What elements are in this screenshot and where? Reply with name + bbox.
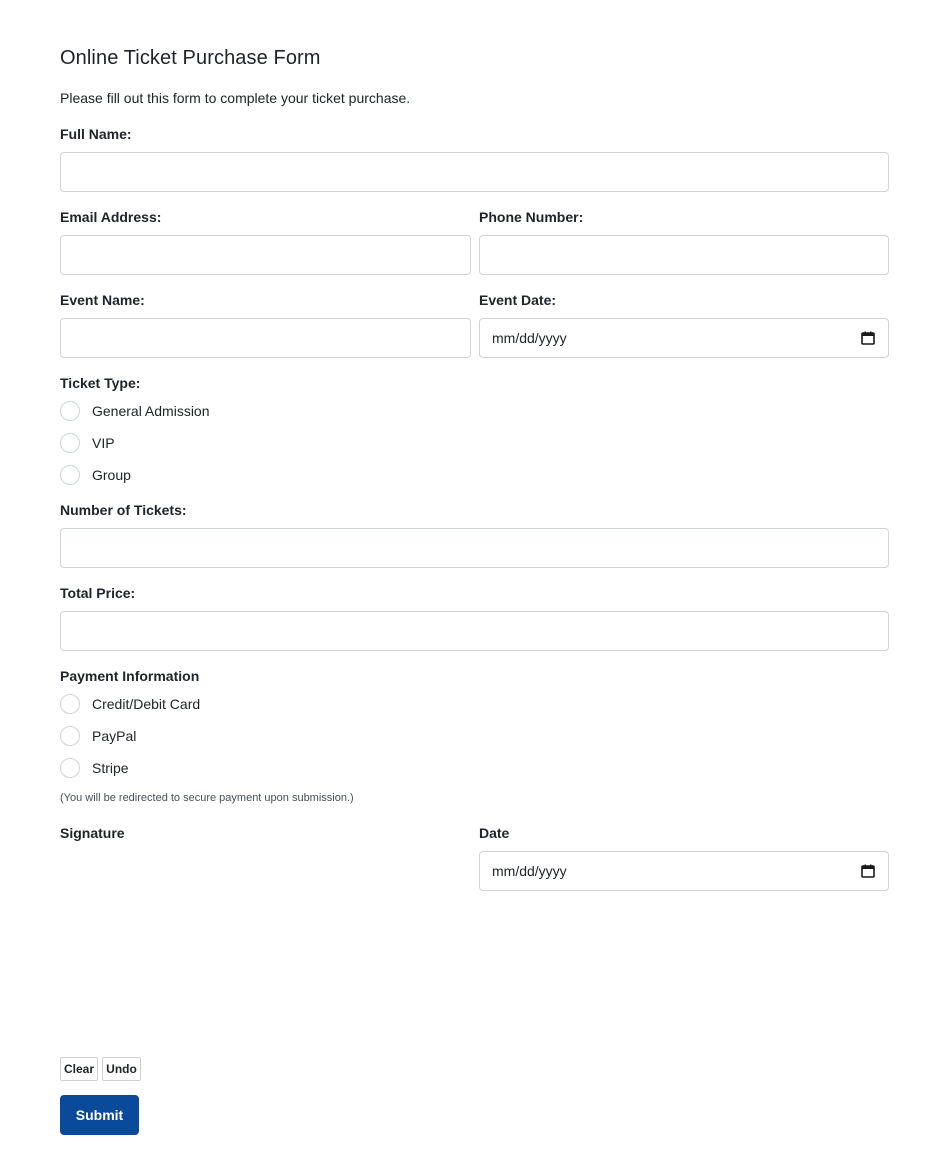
total-price-input[interactable] <box>60 611 889 651</box>
ticket-type-option-general[interactable] <box>60 400 210 422</box>
undo-button[interactable]: Undo <box>102 1057 141 1081</box>
signature-label: Signature <box>60 825 125 841</box>
ticket-type-option-group[interactable] <box>60 464 131 486</box>
payment-option-paypal[interactable] <box>60 725 136 747</box>
date-label: Date <box>479 825 510 841</box>
radio-button[interactable] <box>60 433 80 453</box>
email-input[interactable] <box>60 235 471 275</box>
radio-button[interactable] <box>60 401 80 421</box>
date-input[interactable] <box>479 851 889 891</box>
radio-button[interactable] <box>60 726 80 746</box>
radio-button[interactable] <box>60 694 80 714</box>
ticket-type-option-vip[interactable] <box>60 432 115 454</box>
num-tickets-label: Number of Tickets: <box>60 502 187 518</box>
event-date-placeholder: mm/dd/yyyy <box>492 330 567 346</box>
radio-label: Group <box>92 467 131 483</box>
full-name-label: Full Name: <box>60 126 132 142</box>
radio-label: PayPal <box>92 728 137 744</box>
radio-button[interactable] <box>60 465 80 485</box>
num-tickets-input[interactable] <box>60 528 889 568</box>
radio-label: Stripe <box>92 760 129 776</box>
form-title: Online Ticket Purchase Form <box>60 47 321 69</box>
phone-input[interactable] <box>479 235 889 275</box>
event-date-input[interactable] <box>479 318 889 358</box>
calendar-icon[interactable] <box>860 330 876 346</box>
form-intro: Please fill out this form to complete your ticket purchase. <box>60 90 411 106</box>
radio-label: Credit/Debit Card <box>92 696 201 712</box>
payment-label: Payment Information <box>60 668 200 684</box>
payment-note: (You will be redirected to secure payment upon submission.) <box>60 792 354 804</box>
ticket-type-label: Ticket Type: <box>60 375 141 391</box>
phone-label: Phone Number: <box>479 209 584 225</box>
email-label: Email Address: <box>60 209 162 225</box>
event-name-label: Event Name: <box>60 292 145 308</box>
radio-label: VIP <box>92 435 115 451</box>
payment-option-card[interactable] <box>60 693 200 715</box>
event-name-input[interactable] <box>60 318 471 358</box>
radio-button[interactable] <box>60 758 80 778</box>
calendar-icon[interactable] <box>860 863 876 879</box>
event-date-label: Event Date: <box>479 292 557 308</box>
payment-option-stripe[interactable] <box>60 757 129 779</box>
radio-label: General Admission <box>92 403 210 419</box>
total-price-label: Total Price: <box>60 585 136 601</box>
clear-button[interactable]: Clear <box>60 1057 98 1081</box>
signature-pad[interactable] <box>60 851 471 1046</box>
submit-button[interactable]: Submit <box>60 1095 139 1135</box>
date-placeholder: mm/dd/yyyy <box>492 863 567 879</box>
full-name-input[interactable] <box>60 152 889 192</box>
